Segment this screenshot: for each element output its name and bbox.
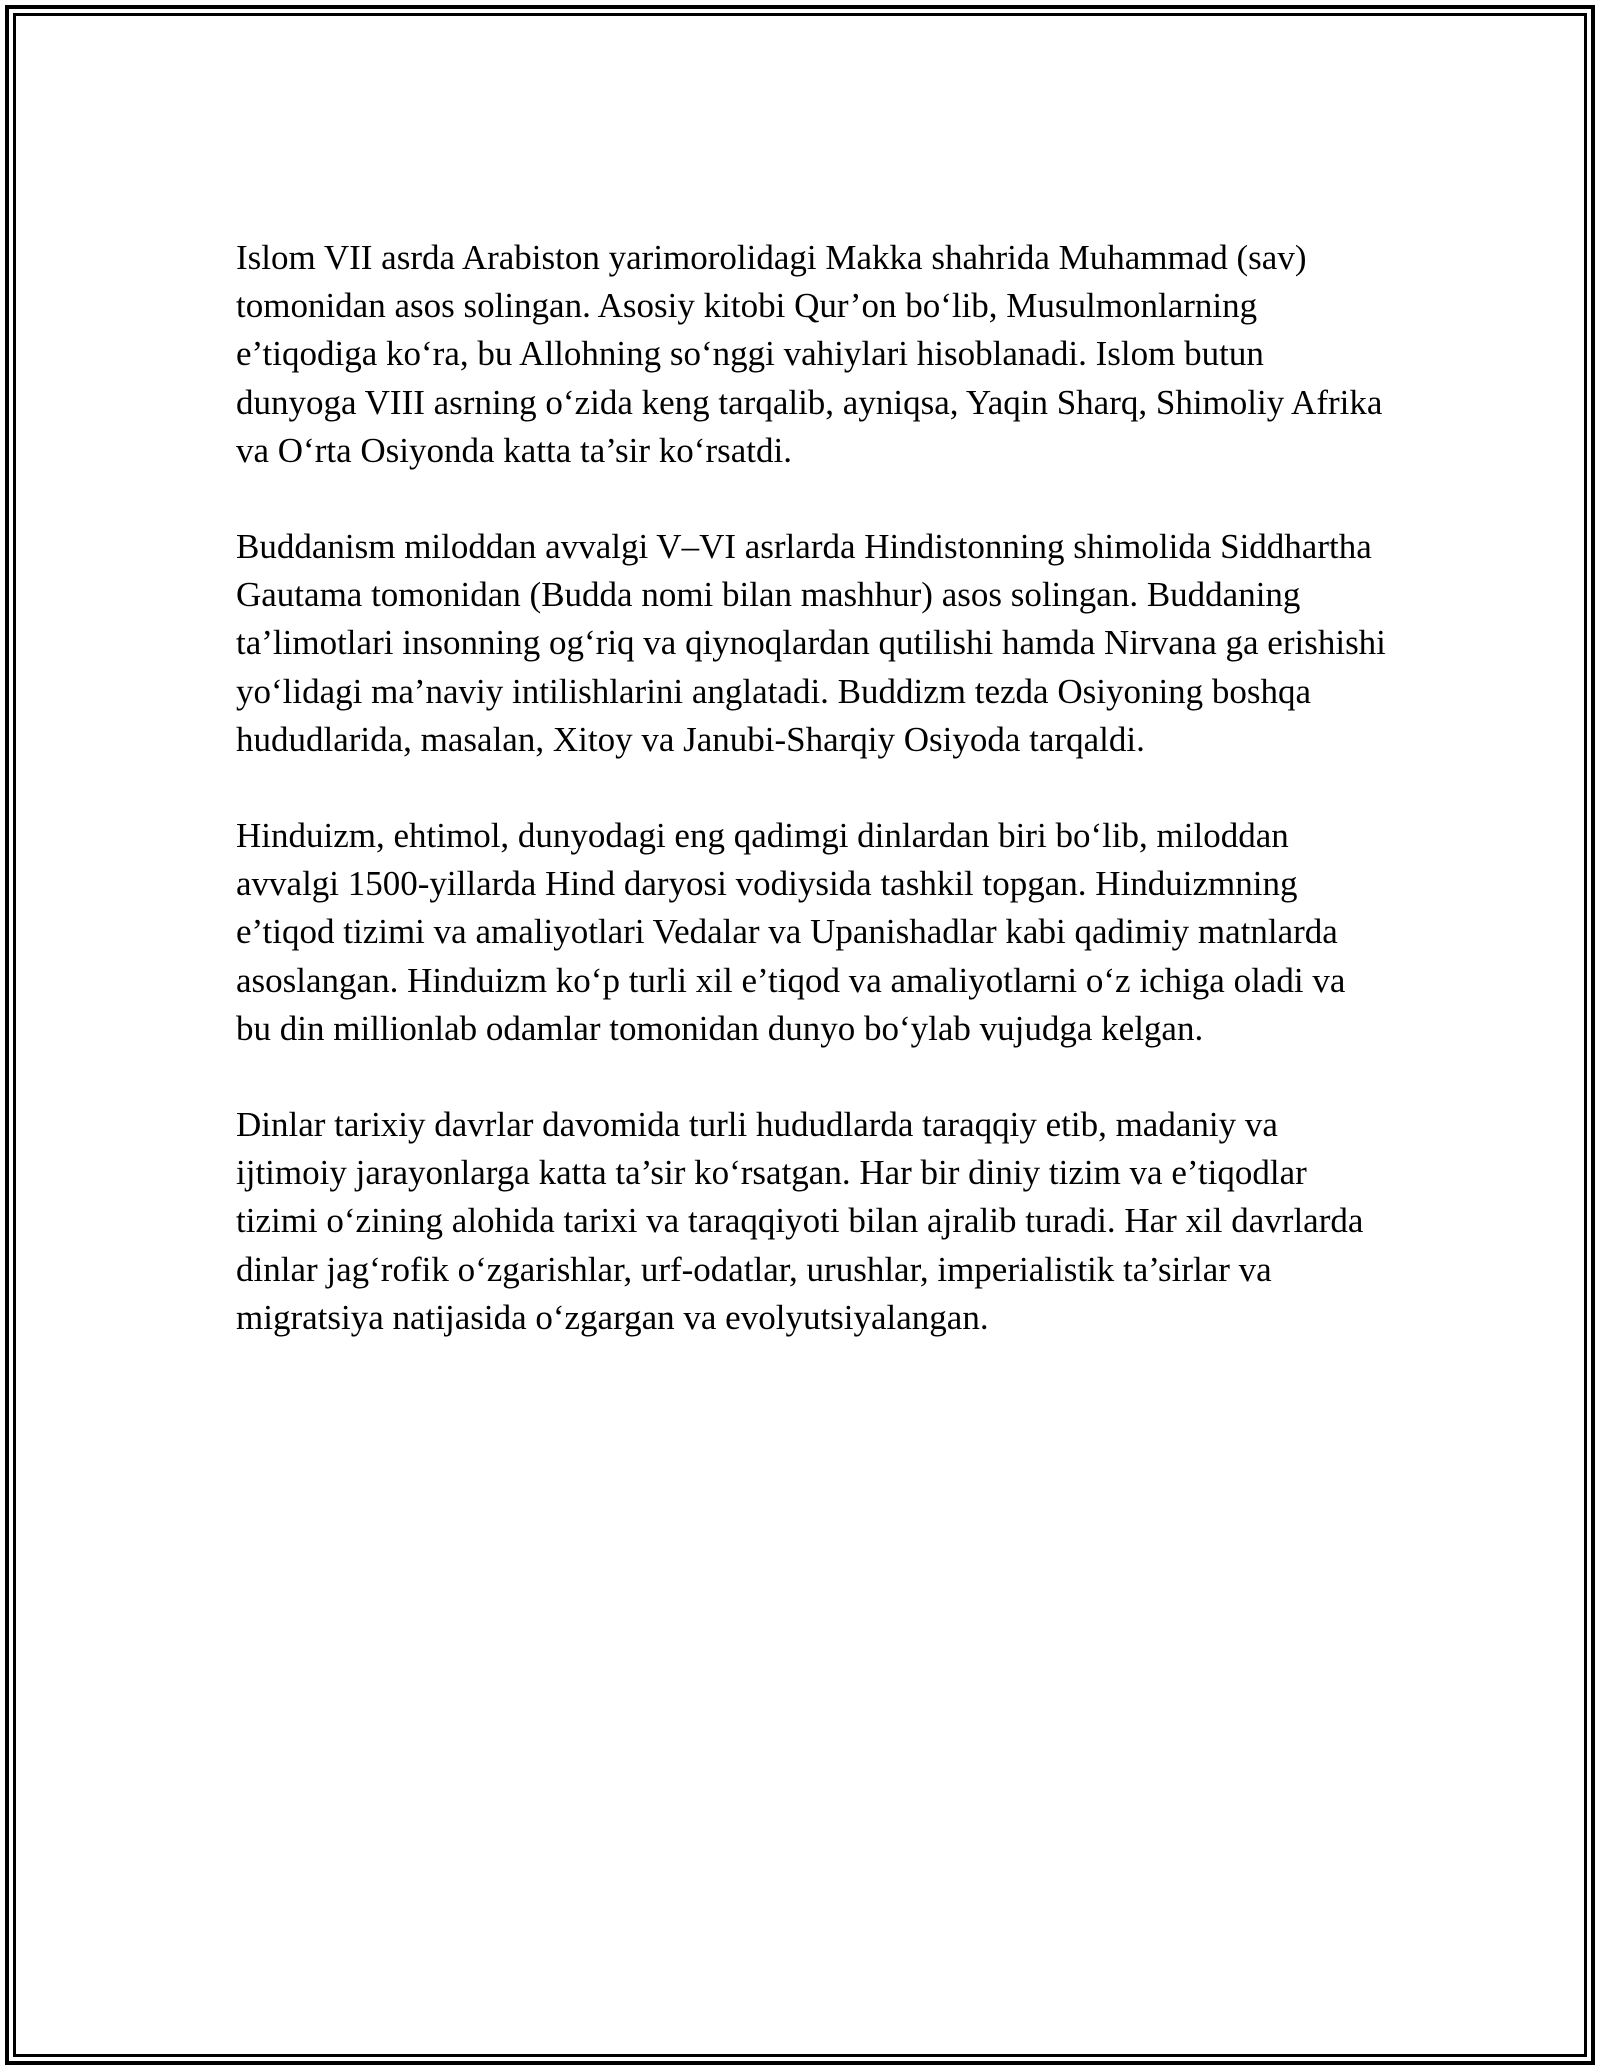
paragraph-religions-history: Dinlar tarixiy davrlar davomida turli hududlarda taraqqiy etib, madaniy va ijtimoiy jarayonlarga katta ta’sir ko‘rsatgan. Har bir diniy tizim va e’tiqodlar tizimi o‘zining alohida tarixi va taraqqiyoti bilan ajralib turadi. Har xil davrlarda dinlar jag‘rofik o‘zgarishlar, urf-odatlar, urushlar, imperialistik ta’sirlar va migratsiya natijasida o‘zgargan va evolyutsiyalangan.: [236, 1105, 1364, 1337]
paragraph-islam: Islom VII asrda Arabiston yarimorolidagi Makka shahrida Muhammad (sav) tomonidan asos solingan. Asosiy kitobi Qur’on bo‘lib, Musulmonlarning e’tiqodiga ko‘ra, bu Allohning so‘nggi vahiylari hisoblanadi. Islom butun dunyoga VIII asrning o‘zida keng tarqalib, ayniqsa, Yaqin Sharq, Shimoliy Afrika va O‘rta Osiyonda katta ta’sir ko‘rsatdi.: [236, 238, 1383, 470]
document-body: [236, 234, 1386, 1390]
paragraph-buddhism: Buddanism miloddan avvalgi V–VI asrlarda Hindistonning shimolida Siddhartha Gautama tomonidan (Budda nomi bilan mashhur) asos solingan. Buddaning ta’limotlari insonning og‘riq va qiynoqlardan qutilishi hamda Nirvana ga erishishi yo‘lidagi ma’naviy intilishlarini anglatadi. Buddizm tezda Osiyoning boshqa hududlarida, masalan, Xitoy va Janubi-Sharqiy Osiyoda tarqaldi.: [236, 527, 1386, 759]
paragraph-hinduism: Hinduizm, ehtimol, dunyodagi eng qadimgi dinlardan biri bo‘lib, miloddan avvalgi 1500-yillarda Hind daryosi vodiysida tashkil topgan. Hinduizmning e’tiqod tizimi va amaliyotlari Vedalar va Upanishadlar kabi qadimiy matnlarda asoslangan. Hinduizm ko‘p turli xil e’tiqod va amaliyotlarni o‘z ichiga oladi va bu din millionlab odamlar tomonidan dunyo bo‘ylab vujudga kelgan.: [236, 816, 1346, 1048]
